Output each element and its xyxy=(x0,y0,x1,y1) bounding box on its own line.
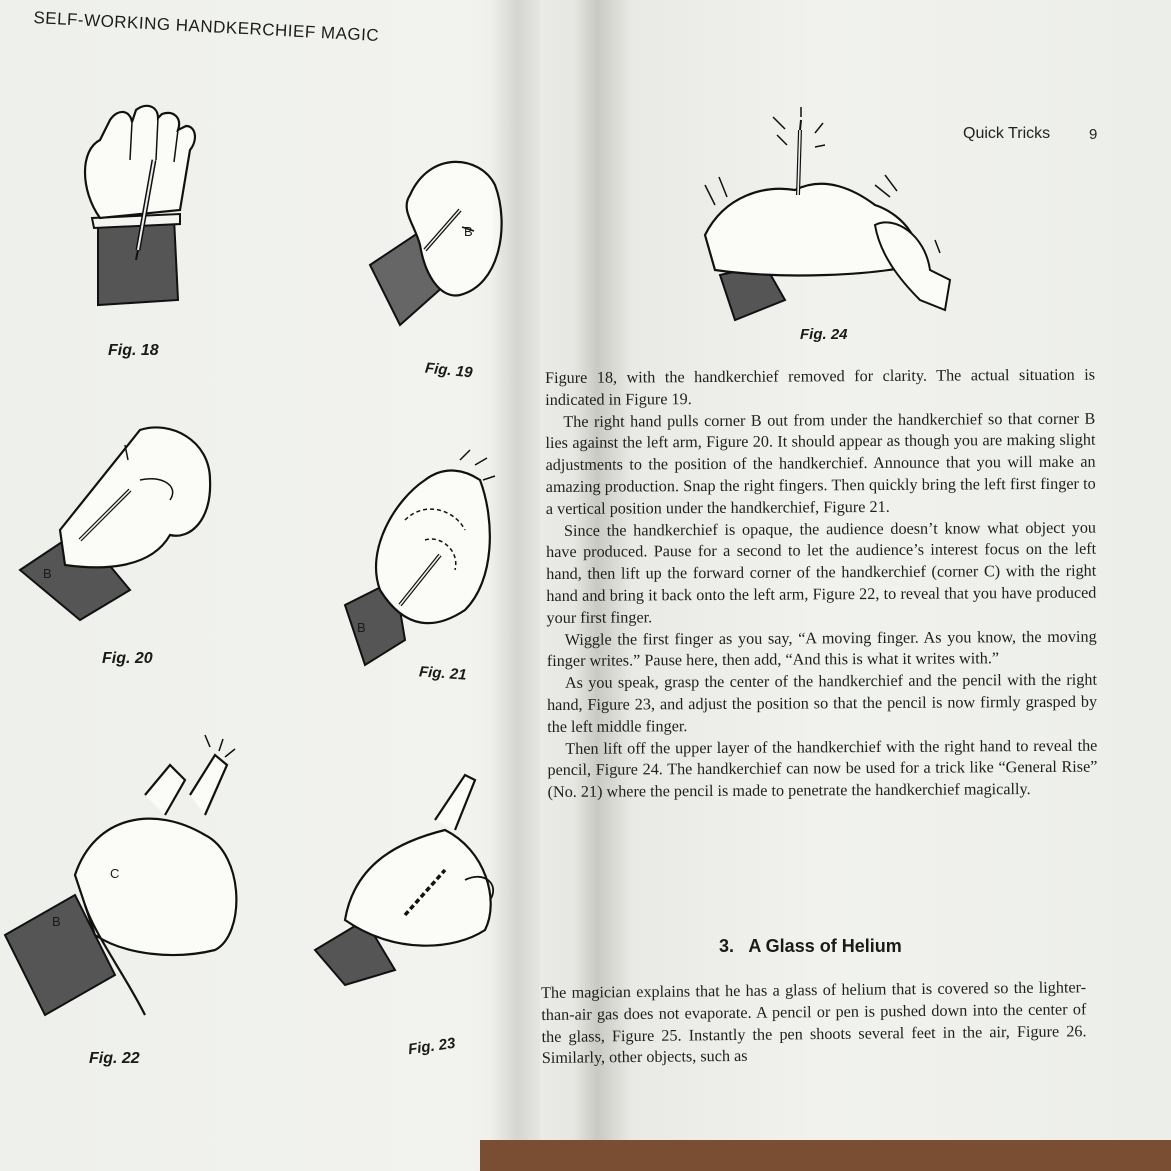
figure-20-corner-letter: B xyxy=(43,566,52,581)
figure-20-label: Fig. 20 xyxy=(102,650,153,667)
running-head-left: SELF-WORKING HANDKERCHIEF MAGIC xyxy=(33,8,380,46)
figure-19-label: Fig. 19 xyxy=(424,359,474,382)
figure-22-label: Fig. 22 xyxy=(89,1050,140,1067)
body-text xyxy=(545,365,1098,804)
running-head-right: Quick Tricks xyxy=(963,125,1051,142)
figure-18-label: Fig. 18 xyxy=(108,342,159,359)
paragraph: Figure 18, with the handkerchief removed for clarity. The actual situation is indicated in Figure 19. xyxy=(545,365,1096,409)
figure-23-illustration xyxy=(315,770,505,985)
table-surface xyxy=(480,1140,1171,1171)
figure-19-corner-letter: B xyxy=(464,224,473,239)
section-body-text xyxy=(541,977,1087,1070)
figure-22-illustration xyxy=(5,735,245,1015)
paragraph: The right hand pulls corner B out from under the handkerchief so that corner B lies against the left arm, Figure 20. It should appear as though you are making slight adjustments to the position of the handkerchief. Announce that you will make an amazing production. Snap the right fingers. Then quickly bring the left first finger to a vertical position under the handkerchief, Figure 21. xyxy=(545,409,1096,518)
figure-20-illustration xyxy=(20,420,220,620)
figure-22-corner-letter-b: B xyxy=(52,914,61,929)
page-number: 9 xyxy=(1089,126,1098,143)
figure-22-corner-letter-c: C xyxy=(110,866,120,881)
figure-21-corner-letter: B xyxy=(357,620,366,635)
figure-24-label: Fig. 24 xyxy=(800,326,848,343)
paragraph: Since the handkerchief is opaque, the audience doesn’t know what object you have produced. Pause for a second to let the audience’s interest focus on the left hand, then lift up the forward corner of the handkerchief (corner C) with the right hand and bring it back onto the left arm, Figure 22, to reveal that you have produced your first finger. xyxy=(546,518,1097,627)
paragraph: Then lift off the upper layer of the handkerchief with the right hand to reveal the pencil, Figure 24. The handkerchief can now be used for a trick like “General Rise” (No. 21) where the pencil is made to penetrate the handkerchief magically. xyxy=(547,736,1098,802)
figure-19-illustration xyxy=(370,155,505,330)
figure-24-illustration xyxy=(695,105,965,320)
paragraph: As you speak, grasp the center of the handkerchief and the pencil with the right hand, Figure 23, and adjust the position so that the pencil is now firmly grasped by the left middle finger. xyxy=(547,670,1098,736)
figure-21-label: Fig. 21 xyxy=(418,663,468,684)
paragraph: Wiggle the first finger as you say, “A moving finger. As you know, the moving finger writes.” Pause here, then add, “And this is what it writes with.” xyxy=(546,627,1097,671)
paragraph: The magician explains that he has a glass of helium that is covered so the lighter-than-air gas does not evaporate. A pencil or pen is pushed down into the center of the glass, Figure 25. Instantly the pen shoots several feet in the air, Figure 26. Similarly, other objects, such as xyxy=(541,978,1087,1068)
figure-21-illustration xyxy=(345,440,505,665)
section-title: 3. A Glass of Helium xyxy=(719,936,902,956)
left-page xyxy=(0,0,520,1171)
figure-23-label: Fig. 23 xyxy=(407,1034,457,1059)
figure-18-illustration xyxy=(70,100,210,310)
